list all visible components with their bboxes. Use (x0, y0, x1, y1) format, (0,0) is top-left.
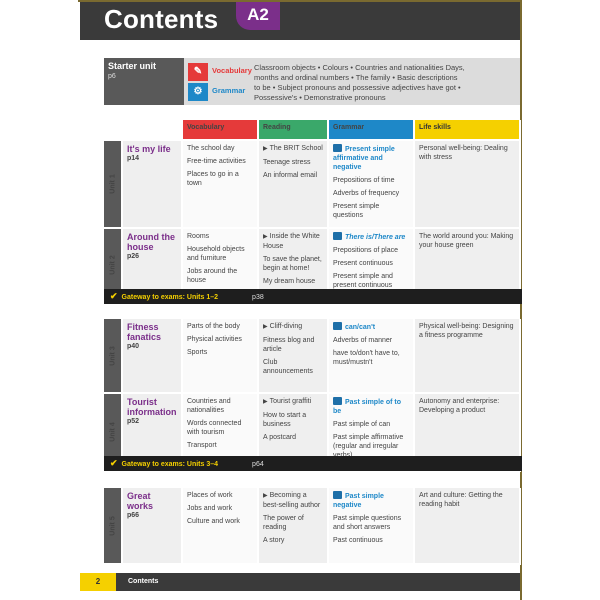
grammar-item: Present simple questions (333, 203, 380, 219)
unit-tab: Unit 5 (104, 488, 122, 564)
vocab-item: Culture and work (187, 518, 240, 525)
vocabulary-icon: ✎ (188, 63, 208, 81)
reading-item: Club announcements (263, 359, 313, 375)
unit-title-cell (122, 140, 182, 228)
grammar-highlight: can/can't (345, 324, 376, 331)
life-skills-text: Personal well-being: Dealing with stress (419, 145, 508, 161)
gateway-bar[interactable] (104, 456, 522, 471)
header-vocabulary: Vocabulary (182, 120, 258, 140)
video-icon (333, 491, 342, 499)
contents-table (104, 120, 521, 565)
starter-unit-title: Starter unit (108, 61, 157, 71)
grammar-item: have to/don't have to, must/mustn't (333, 350, 400, 366)
gateway-page: p38 (252, 294, 264, 301)
footer-page-number: 2 (80, 573, 116, 591)
vocab-item: Places of work (187, 492, 233, 499)
play-arrow-icon: ▶ (263, 324, 268, 330)
unit-name[interactable]: Tourist information (127, 397, 177, 417)
reading-cell (258, 488, 328, 564)
unit-title-cell (122, 488, 182, 564)
unit-name[interactable]: Around the house (127, 232, 175, 252)
grammar-gear-icon: ⚙ (188, 83, 208, 101)
unit-tab: Unit 4 (104, 393, 122, 471)
starter-unit-label[interactable] (104, 58, 184, 105)
unit-page: p26 (127, 253, 140, 260)
vocab-cell (182, 140, 258, 228)
unit-name[interactable]: Great works (127, 491, 154, 511)
unit-tab: Unit 1 (104, 140, 122, 228)
unit-row[interactable] (104, 488, 520, 564)
reading-cell (258, 319, 328, 393)
starter-grammar-text: to be • Subject pronouns and possessive adjectives have got • Possessive's • Demonstrative pronouns (254, 83, 461, 102)
vocab-item: Jobs around the house (187, 268, 238, 284)
starter-vocab-text: Classroom objects • Colours • Countries and nationalities Days, months and ordinal numbers • The family • Basic descriptions (254, 63, 465, 82)
life-skills-cell (414, 140, 520, 228)
vocab-item: Countries and nationalities (187, 398, 231, 414)
grammar-highlight: Past simple of to be (333, 399, 402, 415)
page-title: Contents (104, 4, 219, 34)
grammar-highlight: Past simple negative (333, 493, 384, 509)
header-reading: Reading (258, 120, 328, 140)
reading-item: How to start a business (263, 412, 307, 428)
vocab-item: Transport (187, 442, 217, 449)
starter-vocab-row (188, 63, 482, 85)
reading-item: The BRIT School (269, 145, 323, 152)
video-icon (333, 322, 342, 330)
grammar-cell (328, 488, 414, 564)
play-arrow-icon: ▶ (263, 399, 268, 405)
grammar-cell (328, 319, 414, 393)
unit-page: p14 (127, 155, 140, 162)
video-icon (333, 232, 342, 240)
starter-grammar-row (188, 83, 482, 105)
header-life-skills: Life skills (414, 120, 520, 140)
grammar-item: Past simple questions and short answers (333, 515, 402, 531)
video-icon (333, 397, 342, 405)
vocab-item: Rooms (187, 233, 210, 240)
unit-name[interactable]: It's my life (127, 144, 171, 154)
grammar-item: Adverbs of frequency (333, 190, 400, 197)
check-icon: ✔ (110, 291, 118, 301)
gateway-spacer (104, 302, 520, 319)
unit-tab: Unit 2 (104, 228, 122, 302)
grammar-item: Past simple of can (333, 421, 391, 428)
vocab-item: Free-time activities (187, 158, 246, 165)
grammar-cell (328, 140, 414, 228)
header-blank (104, 120, 122, 140)
unit-tab: Unit 3 (104, 319, 122, 393)
gateway-spacer (104, 471, 520, 488)
footer-label: Contents (128, 578, 159, 585)
life-skills-text: Physical well-being: Designing a fitness programme (419, 323, 514, 339)
unit-row[interactable] (104, 140, 520, 228)
vocab-item: Sports (187, 349, 208, 356)
vocab-cell (182, 488, 258, 564)
reading-item: Cliff-diving (269, 323, 303, 330)
vocab-item: Household objects and furniture (187, 246, 245, 262)
reading-item: The power of reading (263, 515, 304, 531)
check-icon: ✔ (110, 458, 118, 468)
life-skills-cell (414, 319, 520, 393)
unit-title-cell (122, 319, 182, 393)
reading-item: Inside the White House (263, 233, 320, 250)
reading-item: My dream house (263, 278, 316, 285)
reading-item: Becoming a best-selling author (263, 492, 321, 509)
vocab-item: Words connected with tourism (187, 420, 242, 436)
gateway-bar[interactable] (104, 289, 522, 304)
gateway-label: Gateway to exams: Units 1–2 (121, 294, 219, 301)
reading-item: Tourist graffiti (269, 398, 312, 405)
unit-name[interactable]: Fitness fanatics (127, 322, 162, 342)
life-skills-text: Art and culture: Getting the reading habit (419, 492, 503, 508)
video-icon (333, 144, 342, 152)
grammar-item: Present continuous (333, 260, 393, 267)
play-arrow-icon: ▶ (263, 493, 268, 499)
starter-vocab-label: Vocabulary (212, 66, 252, 75)
vocab-item: The school day (187, 145, 235, 152)
reading-item: A postcard (263, 434, 297, 441)
unit-page: p66 (127, 512, 140, 519)
header-grammar: Grammar (328, 120, 414, 140)
vocab-item: Physical activities (187, 336, 242, 343)
grammar-item: Past continuous (333, 537, 383, 544)
vocab-item: Places to go in a town (187, 171, 239, 187)
starter-unit-page: p6 (108, 73, 116, 80)
header-blank-2 (122, 120, 182, 140)
vocab-item: Parts of the body (187, 323, 240, 330)
reading-item: To save the planet, begin at home! (263, 256, 322, 272)
reading-item: Teenage stress (263, 159, 311, 166)
life-skills-text: Autonomy and enterprise: Developing a product (419, 398, 500, 414)
grammar-highlight: Present simple affirmative and negative (333, 146, 395, 171)
reading-cell (258, 140, 328, 228)
life-skills-cell (414, 488, 520, 564)
gateway-label: Gateway to exams: Units 3–4 (121, 461, 219, 468)
grammar-item: Prepositions of time (333, 177, 395, 184)
gateway-page: p64 (252, 461, 264, 468)
reading-item: An informal email (263, 172, 318, 179)
play-arrow-icon: ▶ (263, 146, 268, 152)
unit-row[interactable] (104, 319, 520, 393)
level-badge: A2 (236, 2, 280, 30)
header-row (104, 120, 520, 140)
grammar-item: Past simple affirmative (regular and irregular (333, 434, 404, 450)
starter-grammar-label: Grammar (212, 86, 246, 95)
play-arrow-icon: ▶ (263, 234, 268, 240)
grammar-item: Present simple and present continuous (333, 273, 393, 289)
grammar-item: Adverbs of manner (333, 337, 393, 344)
grammar-item: Prepositions of place (333, 247, 398, 254)
reading-item: A story (263, 537, 285, 544)
reading-item: Fitness blog and article (263, 337, 315, 353)
vocab-cell (182, 319, 258, 393)
grammar-highlight: There is/There are (345, 234, 406, 241)
unit-page: p52 (127, 418, 140, 425)
life-skills-text: The world around you: Making your house green (419, 233, 514, 249)
vocab-item: Jobs and work (187, 505, 233, 512)
unit-page: p40 (127, 343, 140, 350)
